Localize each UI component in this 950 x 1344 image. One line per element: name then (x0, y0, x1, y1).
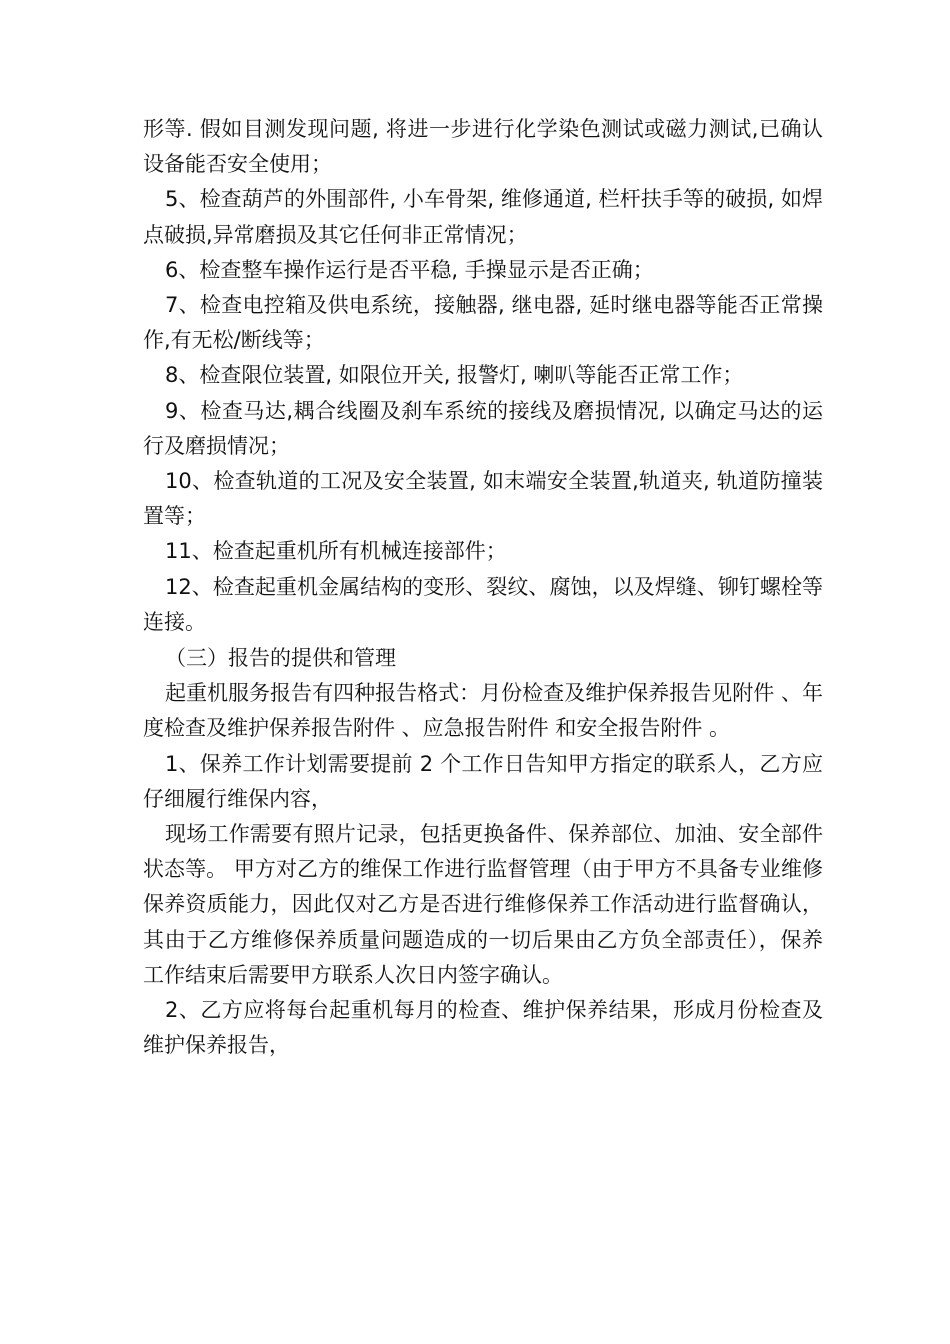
list-item-8: 8、检查限位装置, 如限位开关, 报警灯, 喇叭等能否正常工作； (165, 363, 744, 388)
report-item-1: 1、保养工作计划需要提前 2 个工作日告知甲方指定的联系人，乙方应仔细履行维保内容， (143, 751, 823, 811)
report-item-2: 2、乙方应将每台起重机每月的检查、维护保养结果，形成月份检查及维护保养报告， (143, 998, 823, 1058)
document-body (143, 112, 823, 1063)
list-item-5: 5、检查葫芦的外围部件, 小车骨架, 维修通道, 栏杆扶手等的破损, 如焊点破损,异常磨损及其它任何非正常情况； (143, 187, 823, 247)
list-item-6: 6、检查整车操作运行是否平稳, 手操显示是否正确； (165, 257, 654, 282)
onsite-work-paragraph: 现场工作需要有照片记录，包括更换备件、保养部位、加油、安全部件状态等。 甲方对乙方的维保工作进行监督管理（由于甲方不具备专业维修保养资质能力，因此仅对乙方是否进行维修保养工作活动进行监督确认，其由于乙方维修保养质量问题造成的一切后果由乙方负全部责任），保养工作结束后需要甲方联系人次日内签字确认。 (143, 822, 823, 987)
list-item-11: 11、检查起重机所有机械连接部件； (165, 539, 507, 564)
paragraph-continuation: 形等. 假如目测发现问题, 将进一步进行化学染色测试或磁力测试,已确认设备能否安全使用； (143, 117, 823, 177)
list-item-12: 12、检查起重机金属结构的变形、裂纹、腐蚀，以及焊缝、铆钉螺栓等连接。 (143, 574, 823, 634)
report-formats-paragraph: 起重机服务报告有四种报告格式：月份检查及维护保养报告见附件 、年度检查及维护保养报告附件 、应急报告附件 和安全报告附件 。 (143, 681, 823, 741)
list-item-7: 7、检查电控箱及供电系统，接触器, 继电器, 延时继电器等能否正常操作,有无松/断线等； (143, 293, 823, 353)
list-item-9: 9、检查马达,耦合线圈及刹车系统的接线及磨损情况, 以确定马达的运行及磨损情况； (143, 398, 823, 458)
list-item-10: 10、检查轨道的工况及安全装置, 如末端安全装置,轨道夹, 轨道防撞装置等； (143, 469, 823, 529)
section-heading: （三）报告的提供和管理 (165, 646, 396, 671)
